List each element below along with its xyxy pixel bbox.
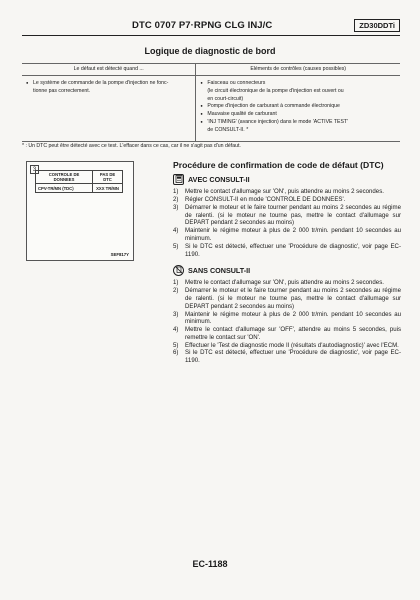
step-number: 5) (173, 242, 179, 250)
with-consult-heading (173, 173, 401, 185)
confirmation-procedure (173, 160, 401, 365)
list-item (173, 227, 401, 243)
list-item (173, 188, 401, 196)
step-text: Démarrer le moteur et le faire tourner pendant au moins 2 secondes au régime de ralenti. (si le moteur ne tourne pas, mettre le contact d'allumage sur DEPART pendant 2 secondes au moins) (185, 203, 401, 227)
detection-condition-cell (22, 76, 196, 142)
page-header-title: DTC 0707 P7·RPNG CLG INJ/C (132, 20, 273, 31)
cpv-value: XXX TR/MN (93, 184, 123, 193)
footnote: * : Un DTC peut être détecté avec ce test. L'effacer dans ce cas, car il ne s'agit pas d'un défaut. (22, 143, 241, 149)
without-consult-heading (173, 264, 401, 276)
data-monitor-table (35, 170, 123, 193)
step-text: Mettre le contact d'allumage sur 'OFF', attendre au moins 5 secondes, puis remettre le contact sur 'ON'. (185, 326, 401, 341)
table-header-condition: Le défaut est détecté quand ... (22, 64, 196, 76)
step-text: Maintenir le régime moteur à plus de 2 000 tr/min. pendant 10 secondes au minimum. (185, 227, 401, 242)
step-text: Démarrer le moteur et le faire tourner pendant au moins 2 secondes au régime de ralenti. (si le moteur ne tourne pas, mettre le contact d'allumage sur DEPART pendant 2 secondes au moins) (185, 287, 401, 310)
table-row (22, 76, 400, 142)
detection-condition-line-2: tionne pas correctement. (33, 87, 91, 94)
step-number: 2) (173, 195, 179, 203)
without-consult-steps (173, 279, 401, 365)
step-number: 3) (173, 310, 179, 318)
cause-item-continued: en court-circuit) (207, 95, 244, 102)
data-monitor-header: CONTROLE DE DONNEES (36, 171, 93, 184)
figure-number: 3 (30, 165, 39, 174)
list-item (173, 279, 401, 287)
list-item (173, 349, 401, 365)
section-title: Logique de diagnostic de bord (144, 46, 276, 56)
step-number: 1) (173, 279, 179, 287)
list-item (173, 196, 401, 204)
diagnostic-logic-table (22, 63, 400, 142)
step-text: Mettre le contact d'allumage sur 'ON', puis attendre au moins 2 secondes. (185, 188, 384, 196)
step-number: 2) (173, 287, 179, 295)
step-text: Effectuer le 'Test de diagnostic mode II (résultats d'autodiagnostic)' avec l'ECM. (185, 341, 399, 349)
step-number: 5) (173, 341, 179, 349)
no-tester-icon (173, 265, 184, 276)
engine-code-badge: ZD30DDTi (354, 19, 400, 32)
table-header-causes: Eléments de contrôles (causes possibles) (196, 64, 400, 76)
possible-causes-cell (196, 76, 400, 142)
cause-item-continued: (le circuit électronique de la pompe d'injection est ouvert ou (207, 87, 344, 94)
step-text: Si le DTC est détecté, effectuer une 'Procédure de diagnostic', voir page EC-1190. (185, 349, 401, 365)
cpv-label: CPV-TR/MN (TDC) (36, 184, 93, 193)
list-item (173, 204, 401, 227)
step-text: Mettre le contact d'allumage sur 'ON', puis attendre au moins 2 secondes. (185, 279, 384, 287)
step-number: 4) (173, 326, 179, 334)
cause-item: ● Pompe d'injection de carburant à commande électronique (200, 103, 396, 111)
list-item (173, 287, 401, 310)
page-number: EC-1188 (192, 559, 228, 569)
figure-reference: SEF817Y (110, 252, 129, 257)
cause-item-continued: de CONSULT-II. * (207, 126, 249, 133)
list-item (173, 243, 401, 259)
detection-condition (26, 80, 191, 96)
step-text: Régler CONSULT-II en mode 'CONTROLE DE DONNEES'. (185, 195, 346, 203)
step-number: 1) (173, 188, 179, 196)
step-number: 4) (173, 227, 179, 235)
detection-condition-line-1: Le système de commande de la pompe d'injection ne fonc- (33, 80, 169, 86)
procedure-title: Procédure de confirmation de code de défaut (DTC) (173, 160, 384, 170)
list-item (173, 326, 401, 342)
step-number: 3) (173, 203, 179, 211)
consult-screen-figure (26, 161, 134, 261)
header-rule (22, 35, 400, 36)
step-number: 6) (173, 349, 179, 357)
step-text: Si le DTC est détecté, effectuer une 'Procédure de diagnostic', voir page EC-1190. (185, 242, 401, 258)
list-item (173, 311, 401, 327)
list-item (173, 342, 401, 350)
step-text: Maintenir le régime moteur à plus de 2 000 tr/min. pendant 10 secondes au minimum. (185, 310, 401, 326)
cause-item: ● Faisceau ou connecteurs (200, 80, 396, 88)
without-consult-label: SANS CONSULT-II (188, 265, 251, 275)
cause-item: ● 'INJ TIMING' (avance injection) dans le mode 'ACTIVE TEST' (200, 119, 396, 127)
consult-tester-icon (173, 174, 184, 185)
no-dtc-header: PAS DE DTC (93, 171, 123, 184)
with-consult-steps (173, 188, 401, 258)
cause-item: ● Mauvaise qualité de carburant (200, 111, 396, 119)
with-consult-label: AVEC CONSULT-II (188, 174, 250, 184)
